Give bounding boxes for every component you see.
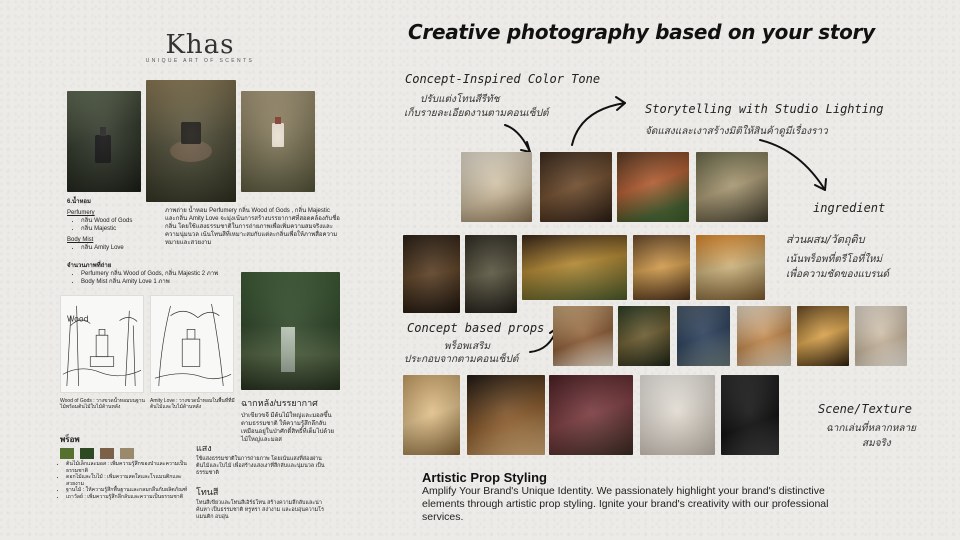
bodymist-label: Body Mist — [67, 237, 94, 243]
background-heading: ฉากหลัง/บรรยากาศ — [241, 398, 318, 408]
footer-description: Amplify Your Brand's Unique Identity. We passionately highlight your brand's distinctive elements through artistic prop styling. Ignite your brand's creativity with our professional services. — [422, 485, 829, 523]
light-heading: แสง — [196, 443, 212, 453]
scene-title: Scene/Texture — [818, 402, 912, 416]
products-heading: 6.น้ำหอม — [67, 199, 91, 205]
perfumery-label: Perfumery — [67, 210, 95, 216]
count-item: • Body Mist กลิ่น Amity Love 1 ภาพ — [81, 278, 242, 286]
props-item: • ฐานไม้ : ให้ความรู้สึกพื้นฐานและกลมกลืนกับผลิตภัณฑ์ — [66, 487, 190, 494]
concept-description: ภาพถ่าย น้ำหอม Perfumery กลิ่น Wood of Gods , กลิ่น Majestic และกลิ่น Amity Love จะมุ่งเน้นการสร้างบรรยากาศที่สอดคล้องกับชื่อกลิ่น โดยใช้แสงธรรมชาติในการถ่ายภาพเพื่อเพิ่มความสมจริงและความนุ่มนวล เน้นโทนสีที่เหมาะสมกับแต่ละกลิ่นเพื่อให้ภาพสื่อความหมายและสวยงาม — [165, 208, 340, 246]
photo-count — [67, 262, 242, 286]
props-item: • ต้นไม้เล็กและมอส : เพิ่มความรู้สึกของป่าและความเป็นธรรมชาติ — [66, 461, 190, 474]
photo-blue-box — [677, 306, 730, 366]
photo-necklace — [640, 375, 715, 455]
brand-logo: Khas — [165, 30, 235, 60]
props-th-2: ประกอบจากตามคอนเซ็ปต์ — [404, 354, 519, 365]
photo-product-box — [403, 235, 460, 313]
sketch2-caption: Amity Love : วางขวดน้ำหอมในพื้นที่ที่มีต้นไม้และใบไม้ด้านหลัง — [150, 398, 235, 410]
sketch1-caption: Wood of Gods : วางขวดน้ำหอมบนฐานไม้พร้อมต้นไม้ใบไม้ด้านหลัง — [60, 398, 145, 410]
tone-heading: โทนสี — [196, 487, 219, 497]
photo-pancakes — [467, 375, 545, 455]
product-list — [67, 198, 167, 252]
brand-tagline: UNIQUE ART OF SCENTS — [145, 58, 255, 64]
prop-swatch-moss — [60, 448, 74, 459]
concept-color-th-1: ปรับแต่งโทนสีรีทัช — [420, 94, 500, 105]
ingredient-th-3: เพื่อความชัดของแบรนด์ — [786, 269, 890, 280]
props-list — [60, 461, 190, 501]
count-heading: จำนวนภาพที่ถ่าย — [67, 263, 112, 269]
forest-background-photo — [241, 272, 340, 390]
photo-wine-bottle — [465, 235, 517, 313]
scene-th-1: ฉากเล่นที่หลากหลาย — [826, 423, 917, 434]
photo-spices-still-life — [461, 152, 532, 222]
scene-th-2: สมจริง — [862, 438, 891, 449]
main-title: Creative photography based on your story — [408, 20, 875, 44]
photo-chocolate — [549, 375, 633, 455]
footer-title: Artistic Prop Styling — [422, 470, 547, 485]
photo-cream-texture — [403, 375, 460, 455]
props-heading: พร็อพ — [60, 435, 80, 444]
prop-swatch-vine — [120, 448, 134, 459]
sketch-wood-of-gods — [60, 295, 144, 393]
props-item: • เถาวัลย์ : เพิ่มความรู้สึกลึกลับและความเป็นธรรมชาติ — [66, 494, 190, 501]
props-title: Concept based props — [407, 321, 545, 335]
photo-crystal-light — [797, 306, 849, 366]
props-th-1: พร็อพเสริม — [444, 341, 491, 352]
photo-spice-bowls — [553, 306, 613, 366]
bodymist-item: • กลิ่น Amity Love — [81, 244, 167, 252]
concept-color-th-2: เก็บรายละเอียดงานตามคอนเซ็ปต์ — [404, 108, 549, 119]
concept-color-title: Concept-Inspired Color Tone — [405, 72, 601, 86]
storytelling-th: จัดแสงและเงาสร้างมิติให้สินค้าดูมีเรื่องราว — [645, 126, 828, 137]
sketch-amity-love — [150, 295, 234, 393]
photo-black-product — [721, 375, 779, 455]
perfume-photo-majestic — [146, 80, 236, 202]
perfumery-item: • กลิ่น Majestic — [81, 225, 167, 233]
photo-pumpkin-flatlay — [696, 235, 765, 300]
ingredient-th-1: ส่วนผสม/วัตถุดิบ — [786, 233, 865, 246]
ingredient-th-2: เน้นพร็อพที่ตรีโอที่ใหม่ — [786, 254, 883, 265]
perfumery-item: • กลิ่น Wood of Gods — [81, 217, 167, 225]
arrow-to-ingredient — [760, 140, 825, 190]
ingredient-title: ingredient — [813, 201, 886, 215]
light-text: ใช้แสงธรรมชาติในการถ่ายภาพ โดยเน้นแสงที่ส่องผ่านต้นไม้และใบไม้ เพื่อสร้างแสงเงาที่ลึกลับและนุ่มนวล เป็นธรรมชาติ — [196, 456, 325, 476]
prop-swatch-leaves — [80, 448, 94, 459]
photo-herbal-drink — [540, 152, 612, 222]
photo-mango-pack — [522, 235, 627, 300]
svg-text:Wood: Wood — [66, 314, 89, 324]
photo-skincare-bottles — [737, 306, 791, 366]
arrow-to-color-tone — [505, 125, 530, 152]
prop-swatch-wood — [100, 448, 114, 459]
perfume-photo-amity-love — [241, 91, 315, 192]
photo-ingredients-flatlay — [617, 152, 689, 222]
storytelling-title: Storytelling with Studio Lighting — [645, 102, 884, 116]
background-text: ป่าเขียวขจี มีต้นไม้ใหญ่และมอสขึ้นตามธรรมชาติ ให้ความรู้สึกลึกลับ เหมือนอยู่ในป่าศักดิ์สิทธิ์ที่เต็มไปด้วยไม้ใหญ่และมอส — [241, 413, 335, 443]
photo-green-products — [618, 306, 670, 366]
photo-supplement-jar — [633, 235, 690, 300]
count-item: • Perfumery กลิ่น Wood of Gods, กลิ่น Majestic 2 ภาพ — [81, 270, 242, 278]
tone-text: โทนสีเขียวและโทนสีเอิร์ธโทน สร้างความลึกลับและน่าค้นหา เป็นธรรมชาติ หรูหรา สง่างาม และอบอุ่นความโรแมนติก อบอุ่น — [196, 500, 324, 520]
photo-bracelet-hand — [855, 306, 907, 366]
props-item: • ดอกไม้และใบไม้ : เพิ่มความสดใสและโรแมนติกและสวยงาม — [66, 474, 190, 487]
photo-hand-bottle — [696, 152, 768, 222]
perfume-photo-wood-of-gods — [67, 91, 141, 192]
